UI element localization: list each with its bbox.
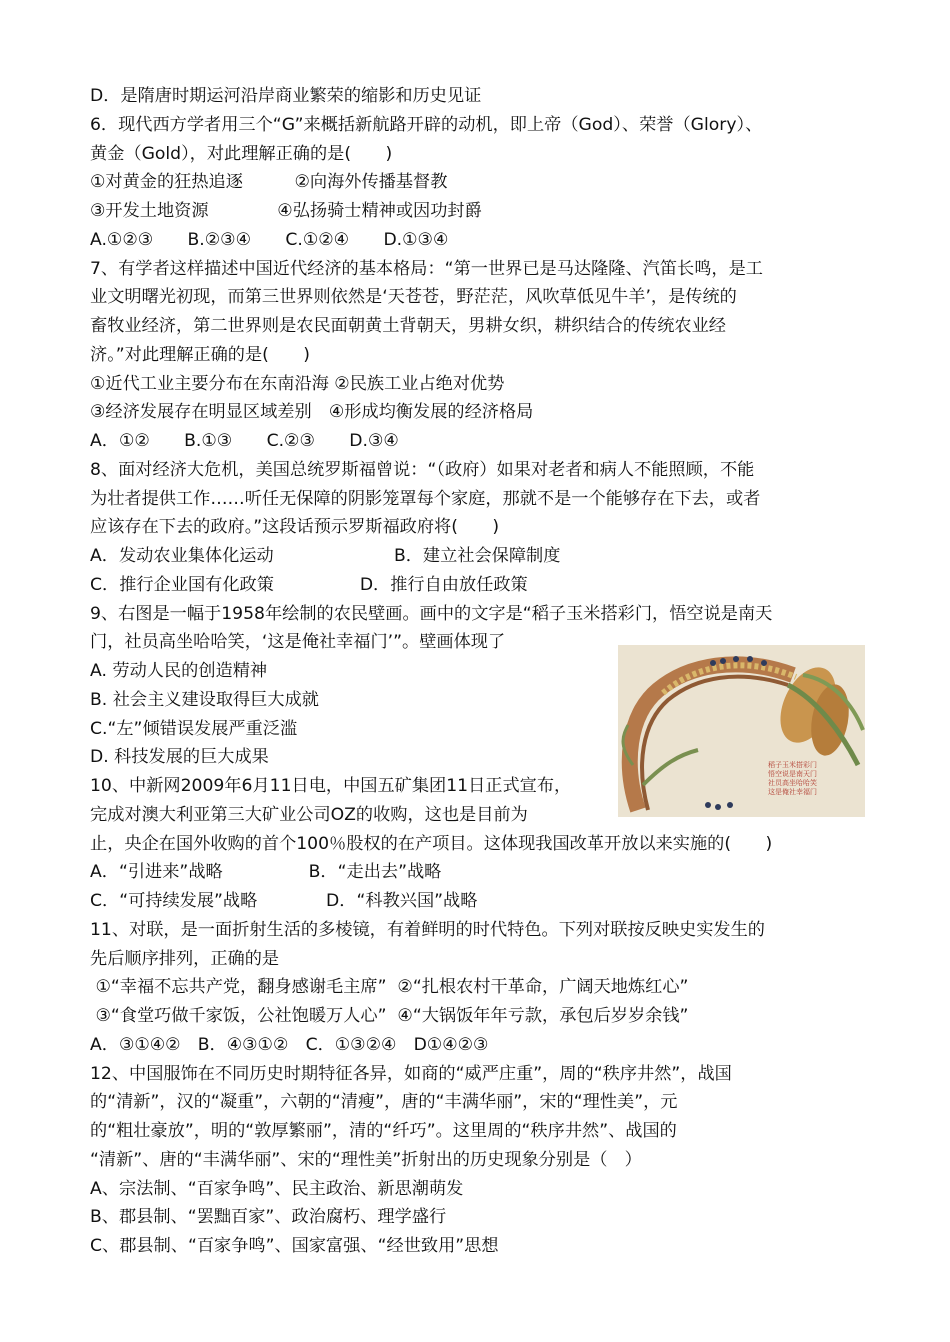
- text-line: ③开发土地资源 ④弘扬骑士精神或因功封爵: [90, 201, 482, 221]
- text-line: 止，央企在国外收购的首个100％股权的在产项目。这体现我国改革开放以来实施的( ): [90, 833, 773, 854]
- text-line: 10、中新网2009年6月11日电，中国五矿集团11日正式宣布，: [90, 776, 572, 796]
- text-line: 业文明曙光初现，而第三世界则依然是‘天苍苍，野茫茫，风吹草低见牛羊’，是传统的: [90, 287, 737, 308]
- text-line: C.“左”倾错误发展严重泛滥: [90, 718, 298, 739]
- text-line: B. 社会主义建设取得巨大成就: [90, 689, 319, 710]
- text-line: 11、对联，是一面折射生活的多棱镜，有着鲜明的时代特色。下列对联按反映史实发生的: [90, 919, 765, 940]
- mural-caption-3: 社员高坐哈哈笑: [768, 779, 817, 787]
- text-line: ③经济发展存在明显区域差别 ④形成均衡发展的经济格局: [90, 402, 534, 423]
- text-line: A.①②③ B.②③④ C.①②④ D.①③④: [90, 229, 449, 250]
- mural-caption-2: 悟空说是南天门: [768, 770, 817, 778]
- text-line: C．推行企业国有化政策 D．推行自由放任政策: [90, 574, 528, 595]
- text-line: D．是隋唐时期运河沿岸商业繁荣的缩影和历史见证: [90, 86, 482, 106]
- text-line: 12、中国服饰在不同历史时期特征各异，如商的“威严庄重”，周的“秩序井然”，战国: [90, 1063, 732, 1084]
- text-line: 济。”对此理解正确的是( ): [90, 344, 310, 365]
- text-line: B、郡县制、“罢黜百家”、政治腐朽、理学盛行: [90, 1207, 447, 1228]
- text-line: 畜牧业经济，第二世界则是农民面朝黄土背朝天，男耕女织，耕织结合的传统农业经: [90, 316, 726, 336]
- text-line: 的“粗壮豪放”，明的“敦厚繁丽”，清的“纤巧”。这里周的“秩序井然”、战国的: [90, 1121, 677, 1141]
- text-line: D. 科技发展的巨大成果: [90, 747, 269, 768]
- text-line: 应该存在下去的政府。”这段话预示罗斯福政府将( ): [90, 517, 500, 538]
- text-line: ①近代工业主要分布在东南沿海 ②民族工业占绝对优势: [90, 373, 505, 394]
- mural-image: [618, 645, 865, 817]
- mural-caption-1: 稻子玉米搭彩门: [768, 761, 817, 769]
- text-line: ①“幸福不忘共产党，翻身感谢毛主席” ②“扎根农村干革命，广阔天地炼红心”: [90, 977, 689, 998]
- text-line: ①对黄金的狂热追逐 ②向海外传播基督教: [90, 172, 448, 193]
- text-line: A．“引进来”战略 B．“走出去”战略: [90, 862, 442, 883]
- text-line: 7、有学者这样描述中国近代经济的基本格局：“第一世界已是马达隆隆、汽笛长鸣，是工: [90, 258, 763, 279]
- text-line: C．“可持续发展”战略 D．“科教兴国”战略: [90, 891, 478, 911]
- text-line: 8、面对经济大危机，美国总统罗斯福曾说：“（政府）如果对老者和病人不能照顾，不能: [90, 459, 755, 480]
- text-line: A、宗法制、“百家争鸣”、民主政治、新思潮萌发: [90, 1178, 464, 1199]
- text-line: A．③①④② B．④③①② C．①③②④ D①④②③: [90, 1034, 489, 1055]
- mural-drawing: [618, 645, 865, 817]
- text-line: “清新”、唐的“丰满华丽”、宋的“理性美”折射出的历史现象分别是（ ）: [90, 1149, 642, 1170]
- text-line: A．①② B.①③ C.②③ D.③④: [90, 431, 399, 451]
- text-line: 9、右图是一幅于1958年绘制的农民壁画。画中的文字是“稻子玉米搭彩门，悟空说是南天: [90, 603, 773, 624]
- text-line: 6．现代西方学者用三个“G”来概括新航路开辟的动机，即上帝（God）、荣誉（Glory）、: [90, 114, 763, 135]
- text-line: C、郡县制、“百家争鸣”、国家富强、“经世致用”思想: [90, 1236, 499, 1256]
- text-line: 先后顺序排列，正确的是: [90, 948, 280, 969]
- text-line: 为壮者提供工作……听任无保障的阴影笼罩每个家庭，那就不是一个能够存在下去，或者: [90, 488, 761, 509]
- text-line: 黄金（Gold），对此理解正确的是( ): [90, 143, 393, 164]
- text-line: 门，社员高坐哈哈笑，‘这是俺社幸福门’”。壁画体现了: [90, 632, 506, 653]
- text-line: ③“食堂巧做千家饭，公社饱暖万人心” ④“大锅饭年年亏款，承包后岁岁余钱”: [90, 1006, 689, 1026]
- mural-caption-4: 这是俺社幸福门: [768, 788, 817, 796]
- text-line: 的“清新”，汉的“凝重”，六朝的“清瘦”，唐的“丰满华丽”，宋的“理性美”，元: [90, 1092, 678, 1113]
- text-line: 完成对澳大利亚第三大矿业公司OZ的收购，这也是目前为: [90, 804, 528, 825]
- text-line: A．发动农业集体化运动 B．建立社会保障制度: [90, 546, 561, 566]
- text-line: A. 劳动人民的创造精神: [90, 661, 268, 681]
